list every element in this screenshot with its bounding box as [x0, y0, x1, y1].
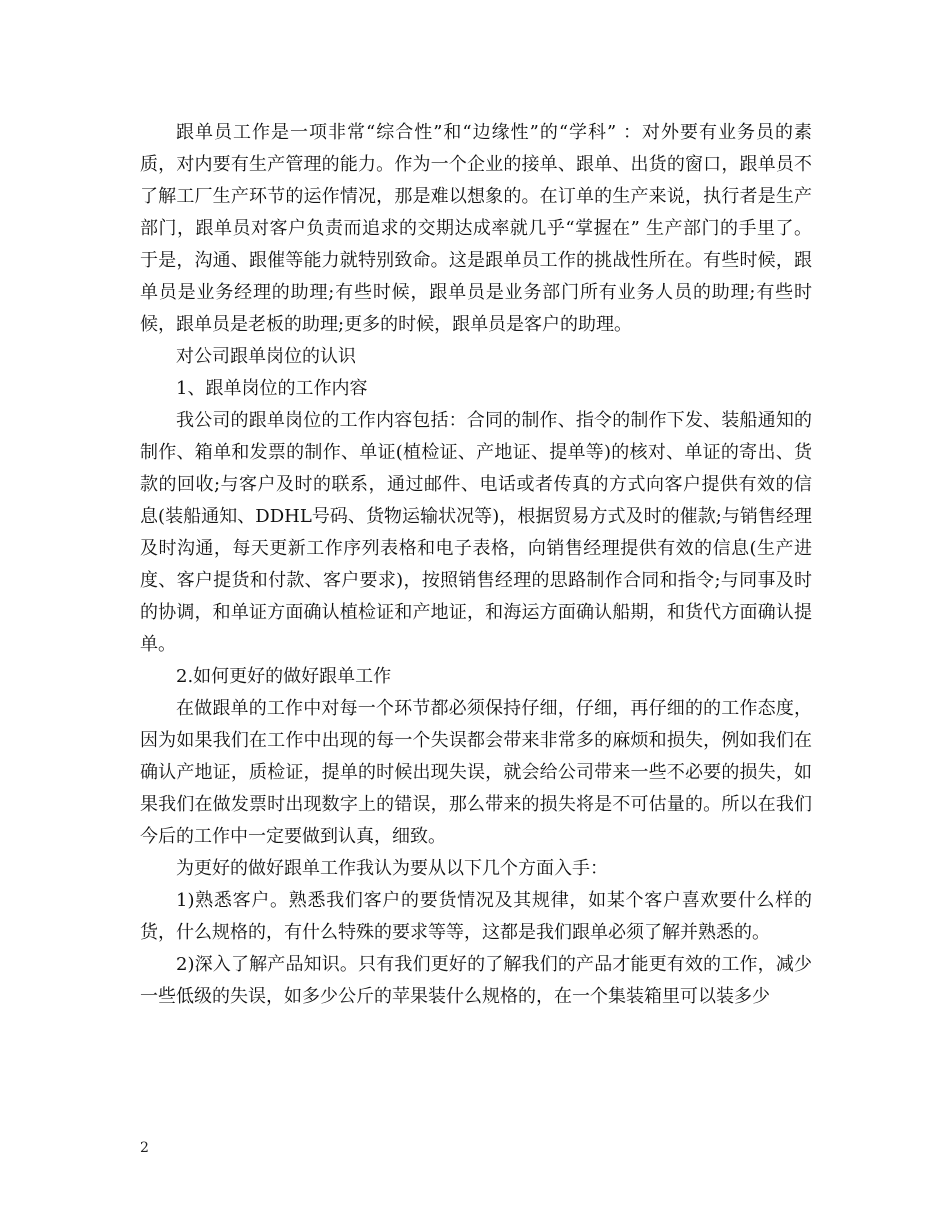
paragraph-product-knowledge: 2)深入了解产品知识。只有我们更好的了解我们的产品才能更有效的工作，减少一些低级的失误，如多少公斤的苹果装什么规格的，在一个集装箱里可以装多少: [140, 954, 812, 1007]
paragraph-job-content: 我公司的跟单岗位的工作内容包括：合同的制作、指令的制作下发、装船通知的制作、箱单和发票的制作、单证(植检证、产地证、提单等)的核对、单证的寄出、货款的回收;与客户及时的联系，通过邮件、电话或者传真的方式向客户提供有效的信息(装船通知、DDHL号码、货物运输状况等)，根据贸易方式及时的催款;与销售经理及时沟通，每天更新工作序列表格和电子表格，向销售经理提供有效的信息(生产进度、客户提货和付款、客户要求)，按照销售经理的思路制作合同和指令;与同事及时的协调，和单证方面确认植检证和产地证，和海运方面确认船期，和货代方面确认提单。: [140, 410, 812, 655]
paragraph-know-customers: 1)熟悉客户。熟悉我们客户的要货情况及其规律，如某个客户喜欢要什么样的货，什么规格的，有什么特殊的要求等等，这都是我们跟单必须了解并熟悉的。: [140, 890, 812, 943]
page-number: 2: [140, 1140, 149, 1156]
paragraph-attitude: 在做跟单的工作中对每一个环节都必须保持仔细，仔细，再仔细的的工作态度，因为如果我们在工作中出现的每一个失误都会带来非常多的麻烦和损失，例如我们在确认产地证，质检证，提单的时候出现失误，就会给公司带来一些不必要的损失，如果我们在做发票时出现数字上的错误，那么带来的损失将是不可估量的。所以在我们今后的工作中一定要做到认真，细致。: [140, 698, 812, 847]
subheading-doing-better: 2.如何更好的做好跟单工作: [176, 666, 392, 687]
document-body: [140, 117, 812, 1013]
paragraph-role-overview: 跟单员工作是一项非常“综合性”和“边缘性”的“学科” ：对外要有业务员的素质，对内要有生产管理的能力。作为一个企业的接单、跟单、出货的窗口，跟单员不了解工厂生产环节的运作情况，那是难以想象的。在订单的生产来说，执行者是生产部门，跟单员对客户负责而追求的交期达成率就几乎“掌握在” 生产部门的手里了。于是，沟通、跟催等能力就特别致命。这是跟单员工作的挑战性所在。有些时候，跟单员是业务经理的助理;有些时候，跟单员是业务部门所有业务人员的助理;有些时候，跟单员是老板的助理;更多的时候，跟单员是客户的助理。: [140, 122, 812, 335]
subheading-job-content: 1、跟单岗位的工作内容: [176, 378, 368, 399]
paragraph-aspects-intro: 为更好的做好跟单工作我认为要从以下几个方面入手：: [176, 858, 608, 879]
section-heading-understanding: 对公司跟单岗位的认识: [176, 346, 356, 367]
